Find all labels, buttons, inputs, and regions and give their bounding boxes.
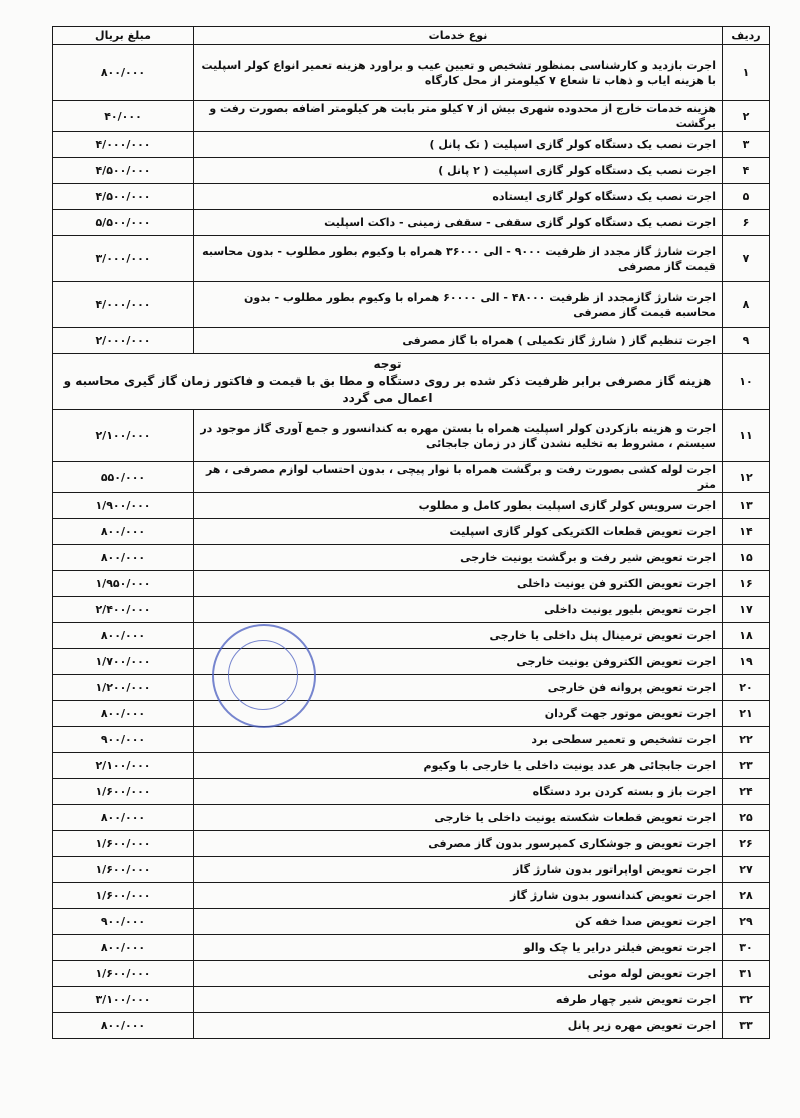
row-index: ۱۸ <box>723 623 770 649</box>
table-row <box>53 597 770 623</box>
row-index: ۲۶ <box>723 831 770 857</box>
row-service: اجرت تعویض کندانسور بدون شارژ گاز <box>194 883 723 909</box>
row-price: ۴۰/۰۰۰ <box>53 101 194 132</box>
row-index: ۱۵ <box>723 545 770 571</box>
header-service: نوع خدمات <box>194 27 723 45</box>
row-index: ۳۲ <box>723 987 770 1013</box>
table-header-row <box>53 27 770 45</box>
row-index: ۱۱ <box>723 410 770 462</box>
row-service: اجرت تعویض شیر رفت و برگشت یونیت خارجی <box>194 545 723 571</box>
row-service: اجرت تعویض شیر چهار طرفه <box>194 987 723 1013</box>
row-index: ۲۴ <box>723 779 770 805</box>
table-row <box>53 1013 770 1039</box>
official-stamp <box>212 624 316 728</box>
table-row <box>53 675 770 701</box>
notice-cell <box>53 354 723 410</box>
row-price: ۴/۵۰۰/۰۰۰ <box>53 158 194 184</box>
row-service: اجرت باز و بسته کردن برد دستگاه <box>194 779 723 805</box>
table-row <box>53 701 770 727</box>
row-price: ۱/۶۰۰/۰۰۰ <box>53 779 194 805</box>
row-service: اجرت تعویض الکترو فن یونیت داخلی <box>194 571 723 597</box>
row-index: ۵ <box>723 184 770 210</box>
row-price: ۸۰۰/۰۰۰ <box>53 935 194 961</box>
table-row <box>53 805 770 831</box>
row-service: اجرت لوله کشی بصورت رفت و برگشت همراه با نوار پیچی ، بدون احتساب لوازم مصرفی ، هر متر <box>194 462 723 493</box>
row-price: ۹۰۰/۰۰۰ <box>53 909 194 935</box>
row-price: ۸۰۰/۰۰۰ <box>53 519 194 545</box>
notice-text: هزینه گاز مصرفی برابر ظرفیت ذکر شده بر روی دستگاه و مطا بق با قیمت و فاکتور زمان گاز گیری محاسبه و اعمال می گردد <box>63 374 712 405</box>
row-service: اجرت تعویض موتور جهت گردان <box>194 701 723 727</box>
row-index: ۲۰ <box>723 675 770 701</box>
row-price: ۵۵۰/۰۰۰ <box>53 462 194 493</box>
row-service: اجرت بازدید و کارشناسی بمنظور تشخیص و تعیین عیب و براورد هزینه تعمیر انواع کولر اسپلیت با هزینه ایاب و ذهاب تا شعاع ۷ کیلومتر از محل کارگاه <box>194 45 723 101</box>
table-row <box>53 493 770 519</box>
row-price: ۸۰۰/۰۰۰ <box>53 45 194 101</box>
table-row <box>53 328 770 354</box>
table-row <box>53 184 770 210</box>
row-service: اجرت تعویض و جوشکاری کمپرسور بدون گاز مصرفی <box>194 831 723 857</box>
table-row <box>53 987 770 1013</box>
row-price: ۸۰۰/۰۰۰ <box>53 805 194 831</box>
row-price: ۱/۶۰۰/۰۰۰ <box>53 883 194 909</box>
table-row <box>53 410 770 462</box>
row-index: ۱۹ <box>723 649 770 675</box>
row-service: اجرت تعویض فیلتر درایر یا چک والو <box>194 935 723 961</box>
row-price: ۱/۲۰۰/۰۰۰ <box>53 675 194 701</box>
row-index: ۳۰ <box>723 935 770 961</box>
row-index: ۲۱ <box>723 701 770 727</box>
row-service: اجرت تعویض اواپراتور بدون شارژ گاز <box>194 857 723 883</box>
table-row <box>53 236 770 282</box>
row-service: اجرت نصب یک دستگاه کولر گازی اسپلیت ( تک پانل ) <box>194 132 723 158</box>
rows-group-before <box>53 45 770 354</box>
row-price: ۱/۹۵۰/۰۰۰ <box>53 571 194 597</box>
row-service: اجرت تعویض قطعات الکتریکی کولر گازی اسپلیت <box>194 519 723 545</box>
row-index: ۴ <box>723 158 770 184</box>
row-price: ۱/۷۰۰/۰۰۰ <box>53 649 194 675</box>
table-row <box>53 571 770 597</box>
service-price-table <box>52 26 770 1039</box>
row-service: اجرت نصب یک دستگاه کولر گازی سقفی - سقفی زمینی - داکت اسپلیت <box>194 210 723 236</box>
row-index: ۱۴ <box>723 519 770 545</box>
row-price: ۸۰۰/۰۰۰ <box>53 545 194 571</box>
row-service: اجرت تعویض ترمینال پنل داخلی یا خارجی <box>194 623 723 649</box>
row-service: اجرت جابجائی هر عدد یونیت داخلی یا خارجی با وکیوم <box>194 753 723 779</box>
table-row <box>53 935 770 961</box>
row-price: ۲/۰۰۰/۰۰۰ <box>53 328 194 354</box>
table-row <box>53 462 770 493</box>
notice-group <box>53 354 770 410</box>
row-price: ۴/۵۰۰/۰۰۰ <box>53 184 194 210</box>
row-index: ۲۸ <box>723 883 770 909</box>
table-row <box>53 649 770 675</box>
row-index: ۸ <box>723 282 770 328</box>
row-index: ۳۳ <box>723 1013 770 1039</box>
row-price: ۱/۶۰۰/۰۰۰ <box>53 831 194 857</box>
row-index: ۲۷ <box>723 857 770 883</box>
row-service: اجرت تعویض الکتروفن یونیت خارجی <box>194 649 723 675</box>
row-price: ۴/۰۰۰/۰۰۰ <box>53 132 194 158</box>
table-row <box>53 961 770 987</box>
row-service: هزینه خدمات خارج از محدوده شهری بیش از ۷ کیلو متر بابت هر کیلومتر اضافه بصورت رفت و برگشت <box>194 101 723 132</box>
row-index: ۱۶ <box>723 571 770 597</box>
notice-row <box>53 354 770 410</box>
row-service: اجرت تعویض بلیور یونیت داخلی <box>194 597 723 623</box>
notice-index: ۱۰ <box>723 354 770 410</box>
row-price: ۸۰۰/۰۰۰ <box>53 1013 194 1039</box>
row-price: ۴/۰۰۰/۰۰۰ <box>53 282 194 328</box>
table-row <box>53 623 770 649</box>
table-row <box>53 210 770 236</box>
row-index: ۲۲ <box>723 727 770 753</box>
table-row <box>53 779 770 805</box>
table-row <box>53 727 770 753</box>
row-price: ۹۰۰/۰۰۰ <box>53 727 194 753</box>
row-index: ۱۲ <box>723 462 770 493</box>
row-price: ۱/۶۰۰/۰۰۰ <box>53 857 194 883</box>
row-price: ۲/۴۰۰/۰۰۰ <box>53 597 194 623</box>
row-service: اجرت تعویض قطعات شکسته یونیت داخلی یا خارجی <box>194 805 723 831</box>
row-index: ۷ <box>723 236 770 282</box>
row-index: ۲۵ <box>723 805 770 831</box>
row-index: ۳ <box>723 132 770 158</box>
row-service: اجرت تنظیم گاز ( شارژ گاز تکمیلی ) همراه با گاز مصرفی <box>194 328 723 354</box>
table-row <box>53 831 770 857</box>
row-index: ۲۳ <box>723 753 770 779</box>
row-price: ۲/۱۰۰/۰۰۰ <box>53 410 194 462</box>
row-index: ۱۳ <box>723 493 770 519</box>
row-service: اجرت تعویض صدا خفه کن <box>194 909 723 935</box>
row-index: ۲۹ <box>723 909 770 935</box>
row-index: ۱ <box>723 45 770 101</box>
row-price: ۸۰۰/۰۰۰ <box>53 701 194 727</box>
header-index: ردیف <box>723 27 770 45</box>
row-service: اجرت نصب یک دستگاه کولر گازی اسپلیت ( ۲ پانل ) <box>194 158 723 184</box>
table-row <box>53 45 770 101</box>
rows-group-after <box>53 410 770 1039</box>
row-price: ۱/۹۰۰/۰۰۰ <box>53 493 194 519</box>
table-row <box>53 519 770 545</box>
table-row <box>53 158 770 184</box>
row-service: اجرت شارژ گاز مجدد از ظرفیت ۹۰۰۰ - الی ۳۶۰۰۰ همراه با وکیوم بطور مطلوب - بدون محاسبه قیمت گاز مصرفی <box>194 236 723 282</box>
row-service: اجرت نصب یک دستگاه کولر گازی ایستاده <box>194 184 723 210</box>
row-index: ۶ <box>723 210 770 236</box>
table-row <box>53 132 770 158</box>
table-row <box>53 282 770 328</box>
row-index: ۳۱ <box>723 961 770 987</box>
table-row <box>53 909 770 935</box>
table-row <box>53 101 770 132</box>
row-price: ۲/۱۰۰/۰۰۰ <box>53 753 194 779</box>
header-price: مبلغ بریال <box>53 27 194 45</box>
table-row <box>53 857 770 883</box>
notice-title: توجه <box>373 357 402 371</box>
row-service: اجرت شارژ گازمجدد از ظرفیت ۴۸۰۰۰ - الی ۶۰۰۰۰ همراه با وکیوم بطور مطلوب - بدون محاسبه قیمت گاز مصرفی <box>194 282 723 328</box>
table-row <box>53 545 770 571</box>
table-row <box>53 883 770 909</box>
row-service: اجرت سرویس کولر گازی اسپلیت بطور کامل و مطلوب <box>194 493 723 519</box>
table-row <box>53 753 770 779</box>
row-price: ۱/۶۰۰/۰۰۰ <box>53 961 194 987</box>
row-price: ۸۰۰/۰۰۰ <box>53 623 194 649</box>
row-price: ۳/۰۰۰/۰۰۰ <box>53 236 194 282</box>
row-service: اجرت تعویض پروانه فن خارجی <box>194 675 723 701</box>
row-index: ۲ <box>723 101 770 132</box>
row-service: اجرت و هزینه بازکردن کولر اسپلیت همراه با بستن مهره به کندانسور و جمع آوری گاز موجود در سیستم ، مشروط به تخلیه نشدن گاز در زمان جابجائی <box>194 410 723 462</box>
row-service: اجرت تشخیص و تعمیر سطحی برد <box>194 727 723 753</box>
row-price: ۳/۱۰۰/۰۰۰ <box>53 987 194 1013</box>
row-service: اجرت تعویض مهره زیر پانل <box>194 1013 723 1039</box>
row-price: ۵/۵۰۰/۰۰۰ <box>53 210 194 236</box>
row-index: ۹ <box>723 328 770 354</box>
row-service: اجرت تعویض لوله موئی <box>194 961 723 987</box>
row-index: ۱۷ <box>723 597 770 623</box>
